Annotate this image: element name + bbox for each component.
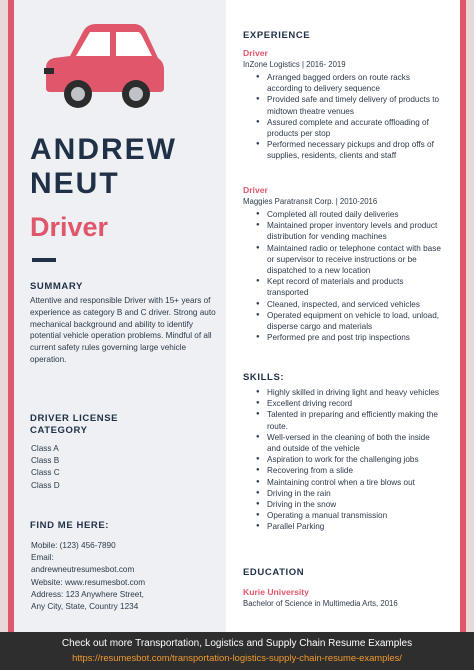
license-item: Class A: [31, 444, 59, 453]
list-item: ● Maintained proper inventory levels and product distribution for vending machines: [255, 220, 445, 242]
list-item: ● Maintaining control when a tire blows out: [255, 477, 445, 488]
first-name: ANDREW: [30, 133, 177, 166]
contact-website[interactable]: Website: www.resumesbot.com: [31, 577, 146, 587]
car-icon: [40, 16, 170, 116]
license-item: Class C: [31, 468, 60, 478]
summary-heading: SUMMARY: [30, 281, 83, 292]
divider-dash: [32, 258, 56, 262]
list-item: ● Excellent driving record: [255, 398, 445, 409]
list-item: ● Operated equipment on vehicle to load, unload, disperse cargo and materials: [255, 310, 445, 332]
license-heading-line2: CATEGORY: [30, 425, 88, 436]
left-sidebar: [14, 0, 226, 632]
list-item: ● Arranged bagged orders on route racks according to delivery sequence: [255, 72, 445, 94]
list-item: ● Maintained radio or telephone contact with base or supervisor to receive instructions or be dispatched to a new location: [255, 243, 445, 277]
footer-banner: [0, 632, 474, 670]
summary-text: Attentive and responsible Driver with 15+ years of experience as category B and C driver. Strong auto mechanical background and ability to identify potential vehicle operation problems. Mindful of all current safety rules governing large vehicle operation.: [30, 296, 216, 364]
list-item: ● Kept record of materials and products transported: [255, 276, 445, 298]
footer-text: Check out more Transportation, Logistics and Supply Chain Resume Examples: [61, 638, 413, 649]
list-item: ● Driving in the rain: [255, 488, 445, 499]
footer-link[interactable]: https://resumesbot.com/transportation-logistics-supply-chain-resume-examples/: [72, 652, 402, 663]
list-item: ● Parallel Parking: [255, 521, 445, 532]
last-name: NEUT: [30, 167, 120, 200]
list-item: ● Well-versed in the cleaning of both the inside and outside of the vehicle: [255, 432, 445, 454]
job-title: Driver: [243, 48, 268, 58]
job-bullets: [255, 209, 445, 343]
license-heading-line1: DRIVER LICENSE: [30, 413, 119, 424]
contact-email-label: Email:: [31, 553, 54, 563]
list-item: ● Driving in the snow: [255, 499, 445, 510]
job-bullets: [255, 72, 445, 162]
job-company: InZone Logistics | 2016- 2019: [243, 60, 346, 69]
list-item: ● Performed necessary pickups and drop offs of supplies, residents, clients and staff: [255, 139, 445, 161]
list-item: ● Completed all routed daily deliveries: [255, 209, 445, 220]
job-company: Maggies Paratransit Corp. | 2010-2016: [243, 197, 378, 206]
list-item: ● Recovering from a slide: [255, 465, 445, 476]
license-list: [31, 443, 60, 492]
contact-address-line2: Any City, State, Country 1234: [31, 602, 139, 612]
list-item: ● Talented in preparing and efficiently making the route.: [255, 409, 445, 431]
right-column: [226, 0, 460, 632]
experience-heading: EXPERIENCE: [243, 30, 311, 41]
list-item: ● Operating a manual transmission: [255, 510, 445, 521]
list-item: ● Aspiration to work for the challenging jobs: [255, 454, 445, 465]
right-accent-border: [460, 0, 466, 632]
contact-list: [31, 540, 145, 613]
list-item: ● Highly skilled in driving light and heavy vehicles: [255, 387, 445, 398]
license-item: Class B: [31, 456, 60, 466]
list-item: ● Assured complete and accurate offloading of products per stop: [255, 117, 445, 139]
license-item: Class D: [31, 480, 60, 490]
list-item: ● Provided safe and timely delivery of products to midtown theatre venues: [255, 94, 445, 116]
contact-address-line1: Address: 123 Anywhere Street,: [31, 589, 144, 599]
education-school: Kurie University: [243, 587, 309, 597]
job-title: Driver: [243, 185, 268, 195]
education-heading: EDUCATION: [243, 567, 305, 578]
education-degree: Bachelor of Science in Multimedia Arts, 2016: [243, 599, 398, 608]
job-role: Driver: [30, 212, 109, 242]
contact-heading: FIND ME HERE:: [30, 520, 110, 531]
candidate-name: [30, 133, 177, 201]
contact-mobile: Mobile: (123) 456-7890: [31, 541, 116, 550]
contact-email[interactable]: andrewneutresumesbot.com: [31, 565, 135, 575]
skills-list: [255, 387, 445, 533]
list-item: ● Cleaned, inspected, and serviced vehicles: [255, 299, 445, 310]
skills-heading: SKILLS:: [243, 372, 285, 383]
resume-page: [14, 0, 460, 632]
list-item: ● Performed pre and post trip inspections: [255, 332, 445, 343]
